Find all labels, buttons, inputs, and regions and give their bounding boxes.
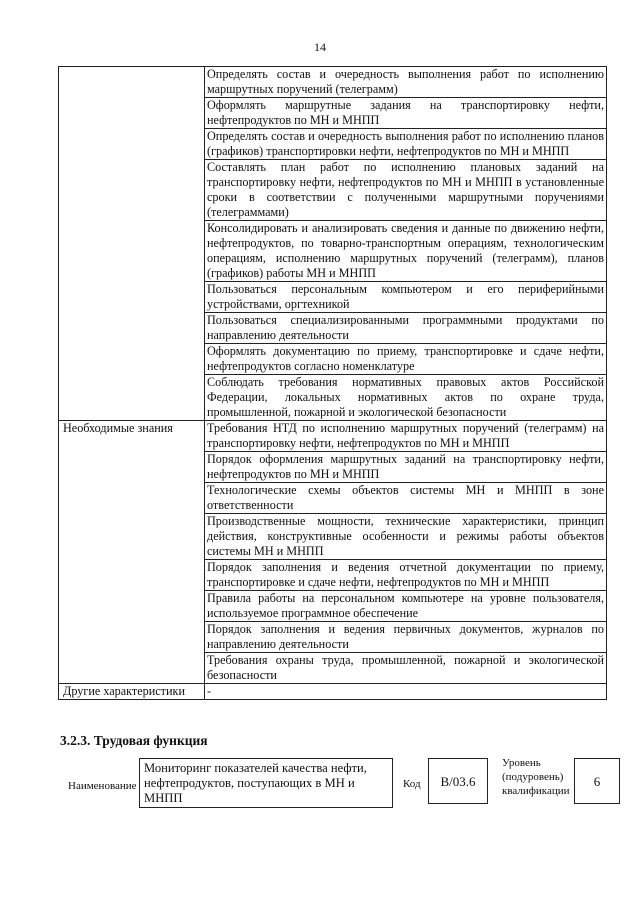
skill-item: Соблюдать требования нормативных правовых актов Российской Федерации, локальных нормативных актов по охране труда, промышленной, пожарной и экологической безопасности <box>205 375 607 421</box>
knowledge-item: Требования НТД по исполнению маршрутных поручений (телеграмм) на транспортировку нефти, нефтепродуктов по МН и МНПП <box>205 421 607 452</box>
code-value: B/03.6 <box>428 758 488 804</box>
skill-item: Составлять план работ по исполнению плановых заданий на транспортировку нефти, нефтепродуктов по МН и МНПП в установленные сроки в соответствии с полученными маршрутными поручениями (телеграммами) <box>205 160 607 221</box>
skill-item: Определять состав и очередность выполнения работ по исполнению планов (графиков) транспортировки нефти, нефтепродуктов по МН и МНПП <box>205 129 607 160</box>
name-value: Мониторинг показателей качества нефти, нефтепродуктов, поступающих в МН и МНПП <box>139 758 393 808</box>
page-number: 14 <box>314 40 326 54</box>
name-label: Наименование <box>68 780 137 792</box>
labor-function-row <box>60 752 620 812</box>
row-label-other: Другие характеристики <box>59 684 205 700</box>
code-label: Код <box>403 778 421 790</box>
knowledge-item: Производственные мощности, технические характеристики, принцип действия, конструктивные особенности и режимы работы объектов системы МН и МНПП <box>205 514 607 560</box>
knowledge-item: Требования охраны труда, промышленной, пожарной и экологической безопасности <box>205 653 607 684</box>
skill-item: Консолидировать и анализировать сведения и данные по движению нефти, нефтепродуктов, по товарно-транспортным операциям, технологическим операциям, исполнению маршрутных поручений (телеграмм), планов (графиков) работы МН и МНПП <box>205 221 607 282</box>
row-label-knowledge: Необходимые знания <box>59 421 205 684</box>
level-value: 6 <box>574 758 620 804</box>
section-title: 3.2.3. Трудовая функция <box>60 733 208 748</box>
knowledge-item: Порядок заполнения и ведения первичных документов, журналов по направлению деятельности <box>205 622 607 653</box>
other-item: - <box>205 684 607 700</box>
knowledge-item: Порядок заполнения и ведения отчетной документации по приему, транспортировке и сдаче нефти, нефтепродуктов по МН и МНПП <box>205 560 607 591</box>
level-label: Уровень (подуровень) квалификации <box>502 757 570 797</box>
knowledge-item: Правила работы на персональном компьютере на уровне пользователя, используемое программное обеспечение <box>205 591 607 622</box>
skills-table <box>58 66 607 700</box>
skill-item: Пользоваться специализированными программными продуктами по направлению деятельности <box>205 313 607 344</box>
skill-item: Оформлять документацию по приему, транспортировке и сдаче нефти, нефтепродуктов согласно номенклатуре <box>205 344 607 375</box>
knowledge-item: Технологические схемы объектов системы МН и МНПП в зоне ответственности <box>205 483 607 514</box>
skill-item: Определять состав и очередность выполнения работ по исполнению маршрутных поручений (телеграмм) <box>205 67 607 98</box>
skill-item: Оформлять маршрутные задания на транспортировку нефти, нефтепродуктов по МН и МНПП <box>205 98 607 129</box>
row-label-skills <box>59 67 205 421</box>
skill-item: Пользоваться персональным компьютером и его периферийными устройствами, оргтехникой <box>205 282 607 313</box>
knowledge-item: Порядок оформления маршрутных заданий на транспортировку нефти, нефтепродуктов по МН и МНПП <box>205 452 607 483</box>
